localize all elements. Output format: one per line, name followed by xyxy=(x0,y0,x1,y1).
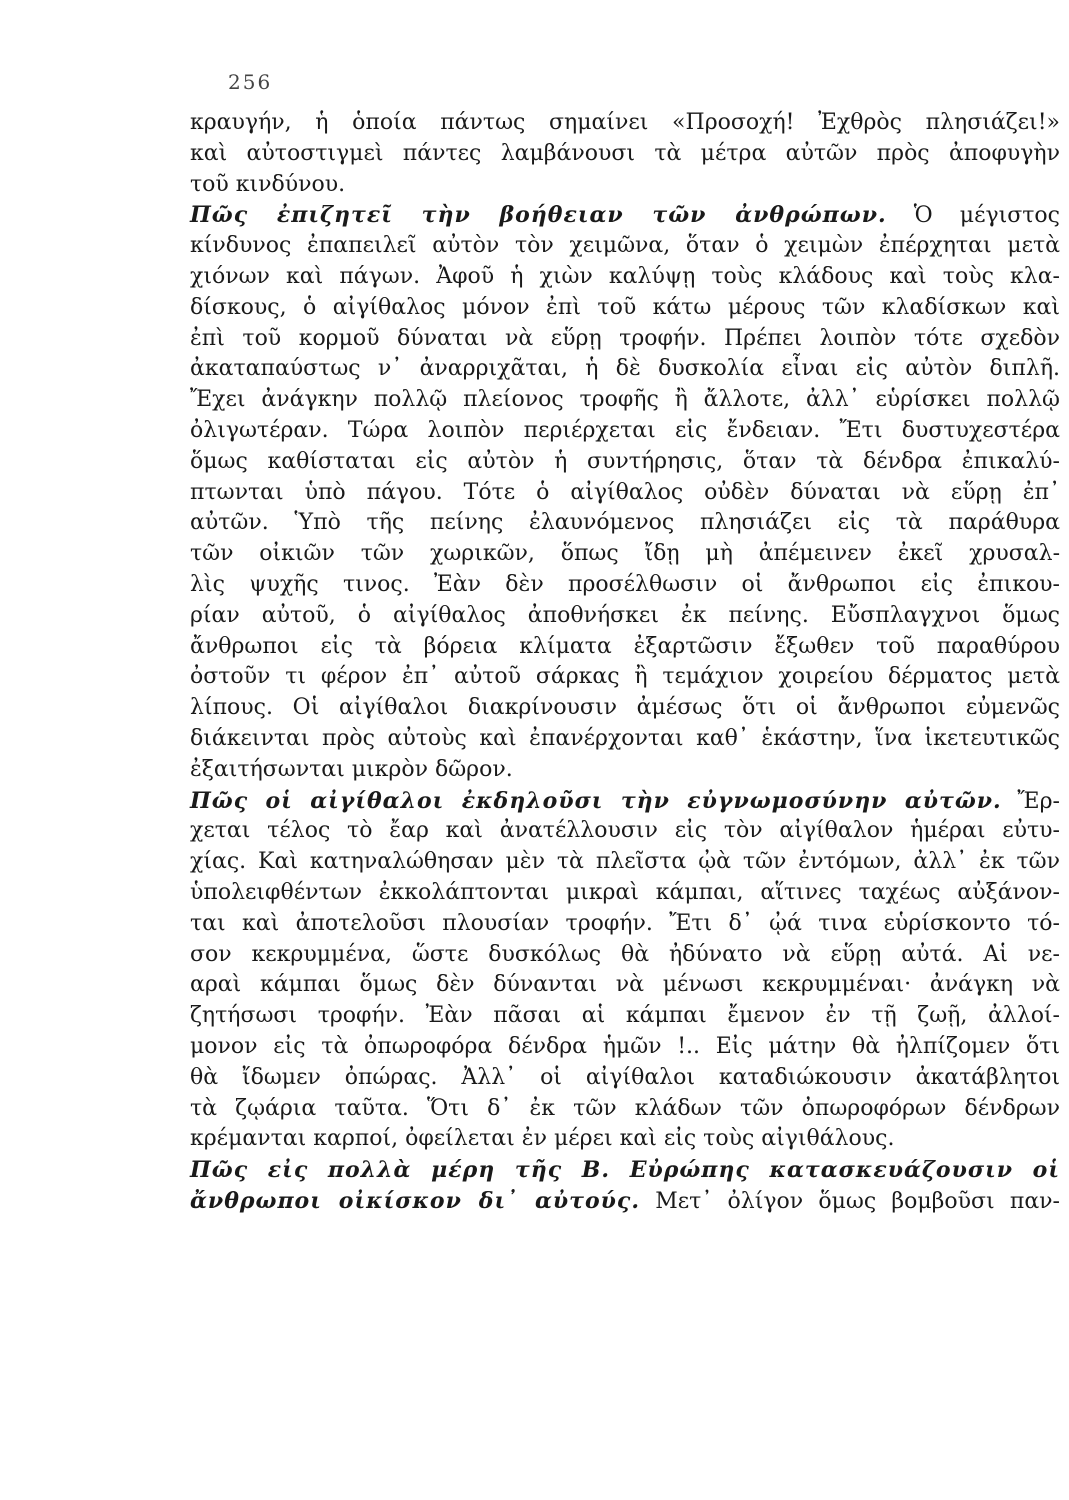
text-line: κραυγήν, ἡ ὁποία πάντως σημαίνει «Προσοχή! Ἐχθρὸς πλησιάζει!» xyxy=(190,110,1060,135)
text-run: Μετ᾽ ὀλίγον ὅμως βομβοῦσι παν- xyxy=(655,1188,1060,1214)
text-line: σον κεκρυμμένα, ὥστε δυσκόλως θὰ ἠδύνατο νὰ εὕρῃ αὐτά. Αἱ νε- xyxy=(190,941,1060,967)
text-line: ται καὶ ἀποτελοῦσι πλουσίαν τροφήν. Ἔτι δ᾽ ᾠά τινα εὑρίσκοντο τό- xyxy=(190,910,1060,936)
text-line: χιόνων καὶ πάγων. Ἀφοῦ ἡ χιὼν καλύψῃ τοὺς κλάδους καὶ τοὺς κλα- xyxy=(190,263,1060,289)
text-line: Ἔχει ἀνάγκην πολλῷ πλείονος τροφῆς ἢ ἄλλοτε, ἀλλ᾽ εὑρίσκει πολλῷ xyxy=(190,387,1060,413)
text-line: χίας. Καὶ κατηναλώθησαν μὲν τὰ πλεῖστα ᾠὰ τῶν ἐντόμων, ἀλλ᾽ ἐκ τῶν xyxy=(190,849,1060,875)
text-line: δίσκους, ὁ αἰγίθαλος μόνον ἐπὶ τοῦ κάτω μέρους τῶν κλαδίσκων καὶ xyxy=(190,294,1060,320)
text-line: ἐξαιτήσωνται μικρὸν δῶρον. xyxy=(190,756,513,782)
text-line: τὰ ζῳάρια ταῦτα. Ὅτι δ᾽ ἐκ τῶν κλάδων τῶν ὀπωροφόρων δένδρων xyxy=(190,1095,1060,1121)
body-text xyxy=(190,108,1060,1217)
section-heading: ἄνθρωποι οἰκίσκον δι᾽ αὐτούς. xyxy=(190,1187,640,1214)
text-line: ὀλιγωτέραν. Τώρα λοιπὸν περιέρχεται εἰς ἔνδειαν. Ἔτι δυστυχεστέρα xyxy=(190,417,1060,443)
text-line: θὰ ἴδωμεν ὀπώρας. Ἀλλ᾽ οἱ αἰγίθαλοι καταδιώκουσιν ἀκατάβλητοι xyxy=(190,1064,1060,1090)
text-line xyxy=(190,1155,1060,1186)
text-line: λίπους. Οἱ αἰγίθαλοι διακρίνουσιν ἀμέσως ὅτι οἱ ἄνθρωποι εὐμενῶς xyxy=(190,695,1060,721)
text-run: Ὁ μέγιστος xyxy=(913,203,1060,229)
section-heading: Πῶς ἐπιζητεῖ τὴν βοήθειαν τῶν ἀνθρώπων. xyxy=(190,202,887,229)
text-line: κίνδυνος ἐπαπειλεῖ αὐτὸν τὸν χειμῶνα, ὅταν ὁ χειμὼν ἐπέρχηται μετὰ xyxy=(190,233,1060,259)
text-line: καὶ αὐτοστιγμεὶ πάντες λαμβάνουσι τὰ μέτρα αὐτῶν πρὸς ἀποφυγὴν xyxy=(190,140,1060,166)
text-line: ἐπὶ τοῦ κορμοῦ δύναται νὰ εὕρῃ τροφήν. Πρέπει λοιπὸν τότε σχεδὸν xyxy=(190,325,1060,351)
text-line: ζητήσωσι τροφήν. Ἐὰν πᾶσαι αἱ κάμπαι ἔμενον ἐν τῇ ζωῇ, ἀλλοί- xyxy=(190,1003,1060,1029)
section-heading: Πῶς εἰς πολλὰ μέρη τῆς Β. Εὐρώπης κατασκευάζουσιν οἱ xyxy=(190,1157,1060,1184)
page-number: 256 xyxy=(228,70,273,94)
text-line xyxy=(190,1186,1060,1217)
text-line: λὶς ψυχῆς τινος. Ἐὰν δὲν προσέλθωσιν οἱ ἄνθρωποι εἰς ἐπικου- xyxy=(190,571,1060,597)
text-line: ἄνθρωποι εἰς τὰ βόρεια κλίματα ἐξαρτῶσιν ἔξωθεν τοῦ παραθύρου xyxy=(190,633,1060,659)
text-line: τοῦ κινδύνου. xyxy=(190,171,346,197)
text-line: χεται τέλος τὸ ἔαρ καὶ ἀνατέλλουσιν εἰς τὸν αἰγίθαλον ἡμέραι εὐτυ- xyxy=(190,818,1060,844)
text-line xyxy=(190,786,1060,817)
section-heading: Πῶς οἱ αἰγίθαλοι ἐκδηλοῦσι τὴν εὐγνωμοσύνην αὐτῶν. xyxy=(190,787,1002,814)
text-line: ὅμως καθίσταται εἰς αὐτὸν ἡ συντήρησις, ὅταν τὰ δένδρα ἐπικαλύ- xyxy=(190,448,1060,474)
text-line: ὀστοῦν τι φέρον ἐπ᾽ αὐτοῦ σάρκας ἢ τεμάχιον χοιρείου δέρματος μετὰ xyxy=(190,664,1060,690)
text-line: ρίαν αὐτοῦ, ὁ αἰγίθαλος ἀποθνήσκει ἐκ πείνης. Εὔσπλαγχνοι ὅμως xyxy=(190,602,1060,628)
text-line: αὐτῶν. Ὑπὸ τῆς πείνης ἐλαυνόμενος πλησιάζει εἰς τὰ παράθυρα xyxy=(190,510,1060,536)
text-line: αραὶ κάμπαι ὅμως δὲν δύνανται νὰ μένωσι κεκρυμμέναι· ἀνάγκη νὰ xyxy=(190,972,1060,998)
text-line: ὑπολειφθέντων ἐκκολάπτονται μικραὶ κάμπαι, αἵτινες ταχέως αὐξάνον- xyxy=(190,879,1060,905)
text-line: κρέμανται καρποί, ὀφείλεται ἐν μέρει καὶ εἰς τοὺς αἰγιθάλους. xyxy=(190,1126,895,1152)
text-line: μονον εἰς τὰ ὀπωροφόρα δένδρα ἡμῶν !.. Εἰς μάτην θὰ ἠλπίζομεν ὅτι xyxy=(190,1033,1060,1059)
text-line xyxy=(190,200,1060,231)
text-line: ἀκαταπαύστως ν᾽ ἀναρριχᾶται, ἡ δὲ δυσκολία εἶναι εἰς αὐτὸν διπλῆ. xyxy=(190,356,1060,382)
text-line: πτωνται ὑπὸ πάγου. Τότε ὁ αἰγίθαλος οὐδὲν δύναται νὰ εὕρῃ ἐπ᾽ xyxy=(190,479,1060,505)
text-line: διάκεινται πρὸς αὐτοὺς καὶ ἐπανέρχονται καθ᾽ ἑκάστην, ἵνα ἱκετευτικῶς xyxy=(190,725,1060,751)
text-run: Ἔρ- xyxy=(1017,788,1060,814)
text-line: τῶν οἰκιῶν τῶν χωρικῶν, ὅπως ἴδῃ μὴ ἀπέμεινεν ἐκεῖ χρυσαλ- xyxy=(190,541,1060,567)
